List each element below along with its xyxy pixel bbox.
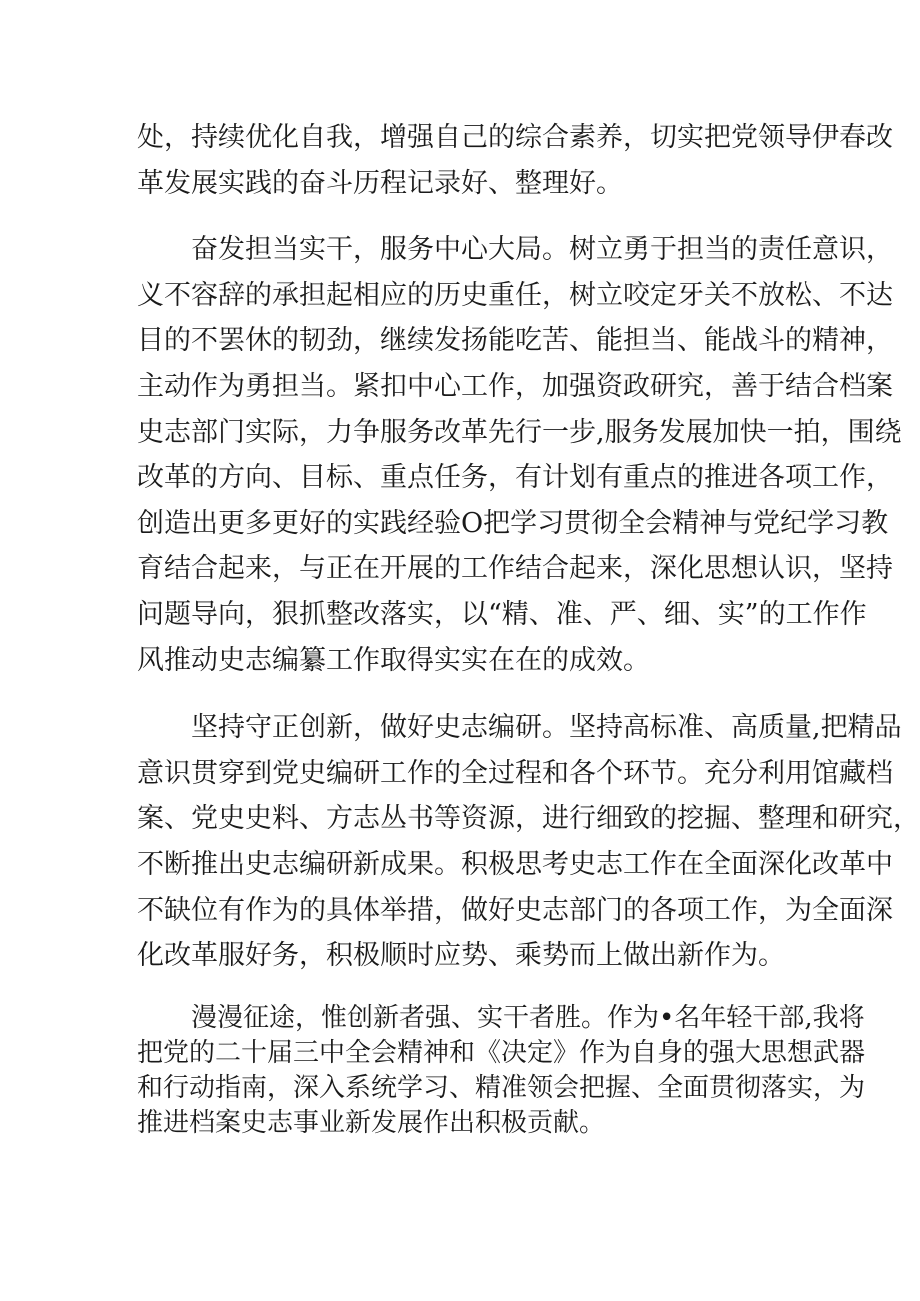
paragraph-line: 改革的方向、目标、重点任务，有计划有重点的推进各项工作，	[137, 462, 893, 494]
paragraph-3	[137, 705, 920, 979]
paragraph-line: 漫漫征途，惟创新者强、实干者胜。作为•名年轻干部,我将	[191, 1002, 865, 1033]
paragraph-line: 把党的二十届三中全会精神和《决定》作为自身的强大思想武器	[137, 1037, 866, 1068]
paragraph-line: 风推动史志编纂工作取得实实在在的成效。	[137, 644, 650, 676]
paragraph-line: 意识贯穿到党史编研工作的全过程和各个环节。充分利用馆藏档	[137, 757, 893, 789]
paragraph-line: 奋发担当实干，服务中心大局。树立勇于担当的责任意识，	[191, 234, 893, 266]
paragraph-1	[137, 115, 893, 206]
paragraph-line: 推进档案史志事业新发展作出积极贡献。	[137, 1107, 606, 1138]
paragraph-line: 案、党史史料、方志丛书等资源，进行细致的挖掘、整理和研究，	[137, 803, 920, 835]
paragraph-line: 和行动指南，深入系统学习、精准领会把握、全面贯彻落实，为	[137, 1072, 866, 1103]
body-text	[137, 115, 920, 1141]
paragraph-line: 革发展实践的奋斗历程记录好、整理好。	[137, 167, 623, 199]
paragraph-line: 目的不罢休的韧劲，继续发扬能吃苦、能担当、能战斗的精神，	[137, 325, 893, 357]
paragraph-4	[137, 1001, 866, 1141]
paragraph-line: 不缺位有作为的具体举措，做好史志部门的各项工作，为全面深	[137, 894, 893, 926]
paragraph-line: 问题导向，狠抓整改落实，以“精、准、严、细、实”的工作作	[137, 598, 867, 630]
paragraph-line: 史志部门实际，力争服务改革先行一步,服务发展加快一拍，围绕	[137, 416, 902, 448]
paragraph-line: 主动作为勇担当。紧扣中心工作，加强资政研究，善于结合档案	[137, 370, 893, 402]
paragraph-line: 创造出更多更好的实践经验O把学习贯彻全会精神与党纪学习教	[137, 507, 889, 539]
paragraph-line: 坚持守正创新，做好史志编研。坚持高标准、高质量,把精品	[191, 712, 902, 744]
paragraph-line: 义不容辞的承担起相应的历史重任，树立咬定牙关不放松、不达	[137, 279, 893, 311]
paragraph-line: 育结合起来，与正在开展的工作结合起来，深化思想认识，坚持	[137, 553, 893, 585]
paragraph-2	[137, 227, 902, 683]
paragraph-line: 不断推出史志编研新成果。积极思考史志工作在全面深化改革中	[137, 848, 893, 880]
paragraph-line: 化改革服好务，积极顺时应势、乘势而上做出新作为。	[137, 940, 785, 972]
paragraph-line: 处，持续优化自我，增强自己的综合素养，切实把党领导伊春改	[137, 122, 893, 153]
